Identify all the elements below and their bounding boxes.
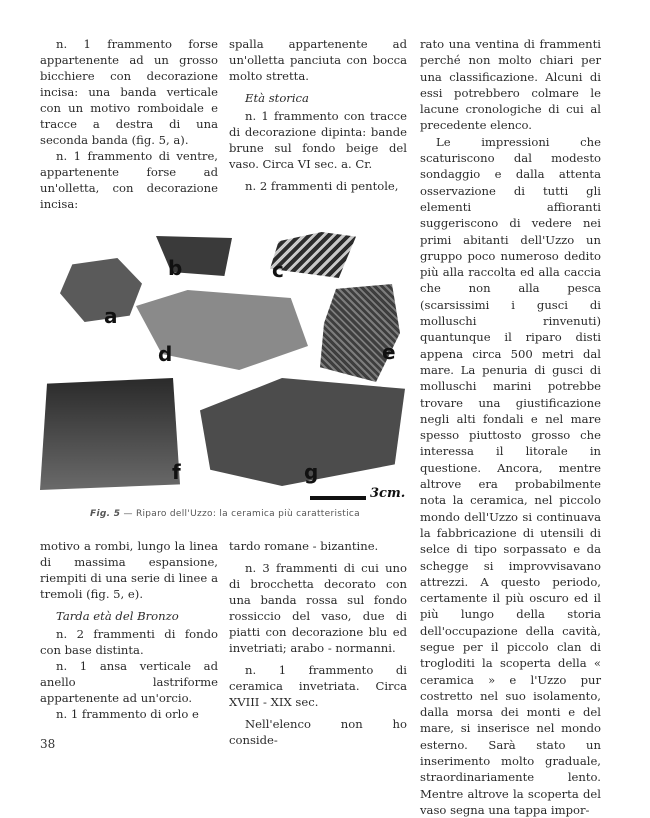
page-number: 38 xyxy=(40,737,56,751)
text-column-2 xyxy=(229,36,407,194)
paragraph: n. 1 frammento forse appartenente ad un grosso bicchiere con decorazione incisa: una banda verticale con un motivo romboidale e tracce a destra di una seconda banda (fig. 5, a). xyxy=(40,37,218,147)
paragraph: n. 3 frammenti di cui uno di brocchetta decorato con una banda rossa sul fondo rossiccio del vaso, due di piatti con decorazione blu ed invetriati; arabo - normanni. xyxy=(229,561,407,655)
paragraph: Nell'elenco non ho conside- xyxy=(229,717,407,747)
paragraph: n. 1 frammento di orlo e xyxy=(56,707,199,721)
section-heading: Tarda età del Bronzo xyxy=(56,609,179,623)
paragraph: rato una ventina di frammenti perché non molto chiari per una classificazione. Alcuni di essi potrebbero colmare le lacune cronologiche di cui al precedente elenco. xyxy=(420,37,601,133)
label-b: b xyxy=(168,256,183,280)
paragraph: motivo a rombi, lungo la linea di massima espansione, riempiti di una serie di linee a tremoli (fig. 5, e). xyxy=(40,539,218,601)
scale-label: 3cm. xyxy=(370,486,406,501)
paragraph: n. 1 frammento di ventre, appartenente forse ad un'olletta, con decorazione incisa: xyxy=(40,149,218,211)
text-column-5 xyxy=(229,538,407,748)
label-g: g xyxy=(304,460,319,484)
figure-caption xyxy=(40,509,410,519)
scale-bar xyxy=(310,496,366,500)
text-column-3 xyxy=(420,36,601,818)
fragment-g xyxy=(200,378,405,486)
paragraph: spalla appartenente ad un'olletta panciuta con bocca molto stretta. xyxy=(229,37,407,83)
fragment-e xyxy=(320,284,400,382)
text-column-1 xyxy=(40,36,218,212)
paragraph: n. 1 frammento con tracce di decorazione dipinta: bande brune sul fondo beige del vaso. Circa VI sec. a. Cr. xyxy=(229,109,407,171)
paragraph: n. 1 frammento di ceramica invetriata. Circa XVIII - XIX sec. xyxy=(229,663,407,709)
text-column-4 xyxy=(40,538,218,722)
fragment-a xyxy=(60,258,142,322)
label-a: a xyxy=(104,304,118,328)
paragraph: n. 2 frammenti di pentole, xyxy=(245,179,399,193)
pottery-figure xyxy=(40,228,410,508)
paragraph: n. 2 frammenti di fondo con base distinta. xyxy=(40,627,218,657)
paragraph: n. 1 ansa verticale ad anello lastriforme appartenente ad un'orcio. xyxy=(40,659,218,705)
paragraph: Le impressioni che scaturiscono dal modesto sondaggio e dalla attenta osservazione di tutti gli elementi affioranti suggeriscono di vedere nei primi abitanti dell'Uzzo un gruppo poco numeroso dedito più alla raccolta ed alla caccia che non alla pesca (scarsissimi i gusci di molluschi rinvenuti) quantunque il riparo disti appena circa 500 metri dal mare. La penuria di gusci di molluschi marini potrebbe trovare una giustificazione negli alti fondali e nel mare spesso piuttosto grosso che interessa il litorale in questione. Ancora, mentre altrove era probabilmente nota la ceramica, nel piccolo mondo dell'Uzzo si continuava la fabbricazione di utensili di selce di tipo sorpassato e da schegge si improvvisavano attrezzi. A questo periodo, certamente il più oscuro ed il più lungo della storia dell'occupazione della cavità, segue per il piccolo clan di trogloditi la scoperta della « ceramica » e l'Uzzo pur costretto nel suo isolamento, dalla morsa dei monti e del mare, si inserisce nel mondo esterno. Sarà stato un inserimento molto graduale, straordinariamente lento. Mentre altrove la scoperta del vaso segna una tappa impor- xyxy=(420,134,601,817)
label-d: d xyxy=(158,342,173,366)
paragraph: tardo romane - bizantine. xyxy=(229,539,379,553)
label-c: c xyxy=(272,258,284,282)
fragment-f xyxy=(40,378,180,490)
label-e: e xyxy=(382,340,396,364)
caption-figure-number: Fig. 5 xyxy=(90,509,121,519)
caption-text: — Riparo dell'Uzzo: la ceramica più caratteristica xyxy=(123,509,360,519)
section-heading: Età storica xyxy=(245,91,309,105)
label-f: f xyxy=(172,460,181,484)
